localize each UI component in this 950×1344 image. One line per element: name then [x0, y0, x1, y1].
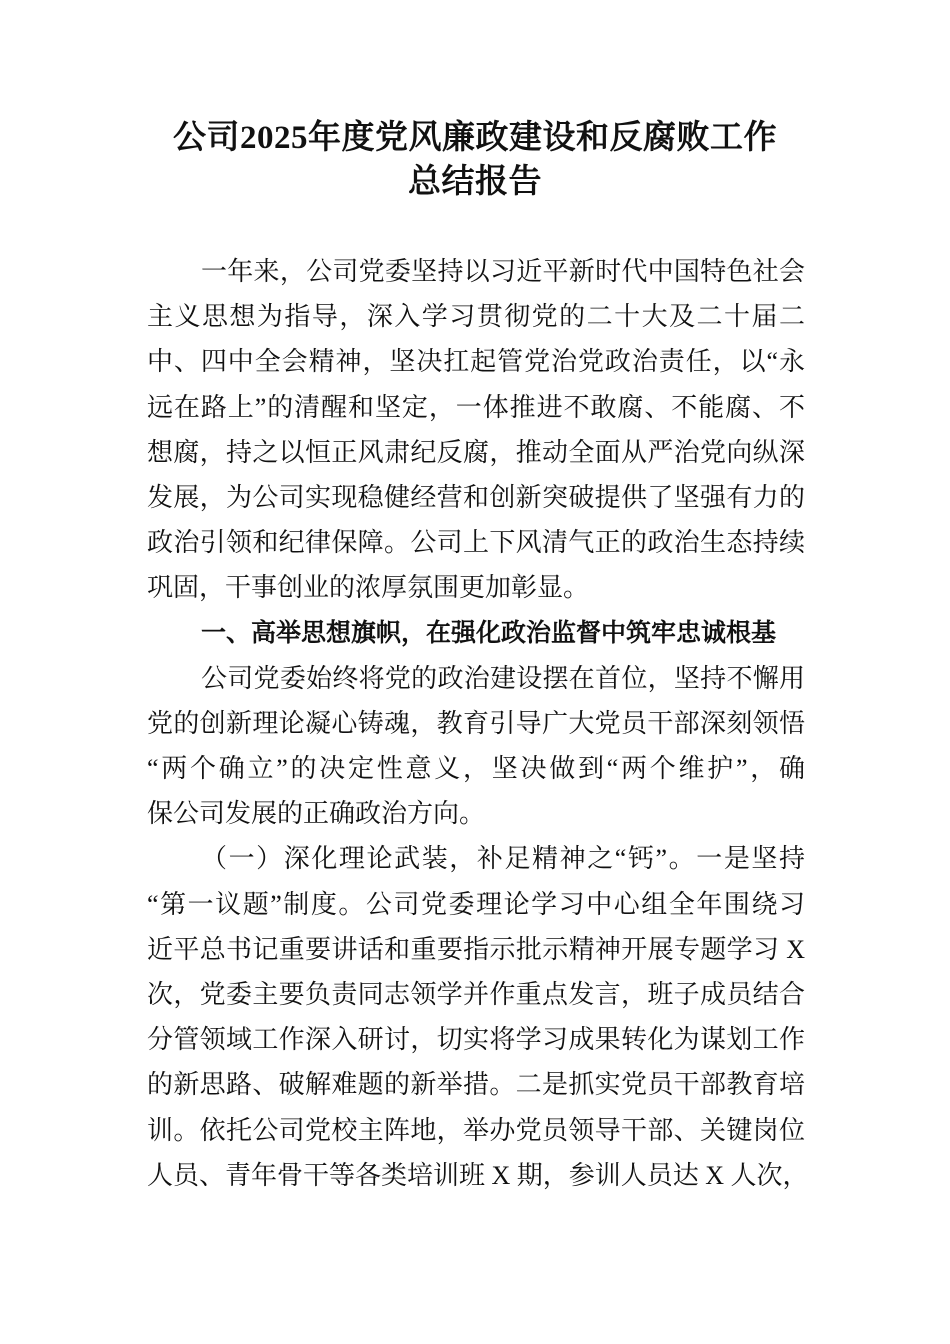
section-heading	[147, 611, 805, 656]
paragraph	[147, 249, 805, 611]
text-line: 党的创新理论凝心铸魂，教育引导广大党员干部深刻领悟	[147, 708, 805, 738]
text-line: “第一议题”制度。公司党委理论学习中心组全年围绕习	[147, 889, 805, 919]
text-line: 政治引领和纪律保障。公司上下风清气正的政治生态持续	[147, 528, 805, 558]
text-line: 中、四中全会精神，坚决扛起管党治党政治责任，以“永	[147, 347, 805, 377]
text-line: 训。依托公司党校主阵地，举办党员领导干部、关键岗位	[147, 1115, 805, 1145]
text-line: 巩固，干事创业的浓厚氛围更加彰显。	[147, 573, 590, 603]
text-line: 想腐，持之以恒正风肃纪反腐，推动全面从严治党向纵深	[147, 437, 805, 467]
text-line: 次，党委主要负责同志领学并作重点发言，班子成员结合	[147, 980, 805, 1009]
text-line: 人员、青年骨干等各类培训班 X 期，参训人员达 X 人次，	[147, 1160, 809, 1190]
paragraph	[147, 656, 805, 837]
text-line: 远在路上”的清醒和坚定，一体推进不敢腐、不能腐、不	[147, 392, 805, 422]
text-line: 一、高举思想旗帜，在强化政治监督中筑牢忠诚根基	[201, 618, 777, 647]
text-line: 主义思想为指导，深入学习贯彻党的二十大及二十届二	[147, 302, 805, 332]
text-line: 近平总书记重要讲话和重要指示批示精神开展专题学习 X	[147, 934, 805, 964]
text-line: 保公司发展的正确政治方向。	[147, 799, 486, 829]
text-line: 发展，为公司实现稳健经营和创新突破提供了坚强有力的	[147, 482, 805, 512]
text-line: 一年来，公司党委坚持以习近平新时代中国特色社会	[201, 257, 805, 286]
paragraph	[147, 836, 809, 1198]
text-line: （一）深化理论武装，补足精神之“钙”。一是坚持	[201, 844, 805, 874]
text-line: 分管领域工作深入研讨，切实将学习成果转化为谋划工作	[147, 1025, 805, 1055]
text-line: 公司党委始终将党的政治建设摆在首位，坚持不懈用	[201, 663, 805, 693]
document-title-line-2: 总结报告	[408, 164, 542, 200]
text-line: 的新思路、破解难题的新举措。二是抓实党员干部教育培	[147, 1070, 805, 1100]
text-line: “两个确立”的决定性意义，坚决做到“两个维护”，确	[147, 754, 805, 784]
document-body	[147, 249, 809, 1198]
document-title-line-1: 公司2025年度党风廉政建设和反腐败工作	[173, 120, 777, 156]
